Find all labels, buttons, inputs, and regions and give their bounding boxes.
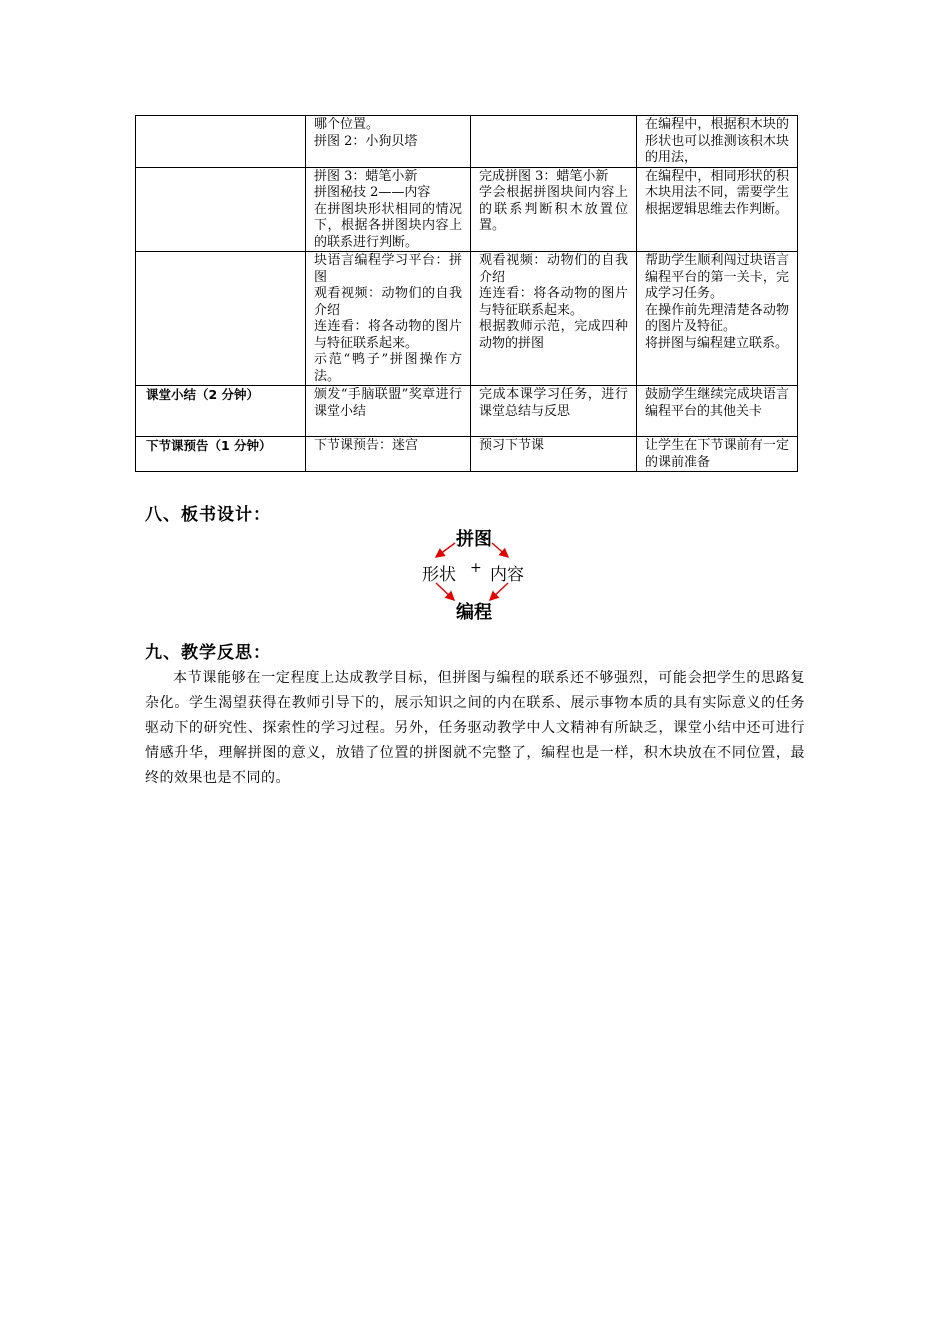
teacher-activity-cell: 块语言编程学习平台：拼图 观看视频：动物们的自我介绍 连连看：将各动物的图片与特征联系起来。 示范“鸭子”拼图操作方法。 [306,252,471,386]
diagram-bottom-word: 编程 [456,602,492,623]
diagram-top-word: 拼图 [456,529,492,550]
table-row [136,167,798,252]
lesson-plan-table [135,115,798,472]
design-intent-cell: 帮助学生顺利闯过块语言编程平台的第一关卡，完成学习任务。 在操作前先理清楚各动物的图片及特征。 将拼图与编程建立联系。 [637,252,798,386]
student-activity-cell: 预习下节课 [471,437,637,472]
section-heading-teaching-reflection: 九、教学反思： [145,643,271,663]
arrow-top-to-right [492,543,508,557]
design-intent-cell: 鼓励学生继续完成块语言编程平台的其他关卡 [637,386,798,437]
reflection-paragraph: 本节课能够在一定程度上达成教学目标，但拼图与编程的联系还不够强烈，可能会把学生的思路复杂化。学生渴望获得在教师引导下的，展示知识之间的内在联系、展示事物本质的具有实际意义的任务驱动下的研究性、探索性的学习过程。另外，任务驱动教学中人文精神有所缺乏，课堂小结中还可进行情感升华，理解拼图的意义，放错了位置的拼图就不完整了，编程也是一样，积木块放在不同位置，最终的效果也是不同的。 [145,670,805,786]
arrow-left-to-bottom [436,583,454,600]
stage-cell [136,167,306,252]
diagram-right-word: 内容 [490,565,524,585]
arrow-top-to-left [436,543,455,557]
table-row [136,386,798,437]
design-intent-cell: 在编程中，根据积木块的形状也可以推测该积木块的用法， [637,116,798,168]
board-design-diagram [390,525,560,625]
table-row [136,252,798,386]
stage-cell [136,252,306,386]
table-row [136,437,798,472]
diagram-plus-sign: + [470,560,482,576]
stage-cell: 下节课预告（1 分钟） [136,437,306,472]
section-heading-board-design: 八、板书设计： [145,505,271,525]
student-activity-cell: 完成本课学习任务，进行课堂总结与反思 [471,386,637,437]
teacher-activity-cell: 下节课预告：迷宫 [306,437,471,472]
design-intent-cell: 在编程中，相同形状的积木块用法不同，需要学生根据逻辑思维去作判断。 [637,167,798,252]
teacher-activity-cell: 拼图 3：蜡笔小新 拼图秘技 2——内容 在拼图块形状相同的情况下，根据各拼图块内容上的联系进行判断。 [306,167,471,252]
student-activity-cell: 观看视频：动物们的自我介绍 连连看：将各动物的图片与特征联系起来。 根据教师示范，完成四种动物的拼图 [471,252,637,386]
teacher-activity-cell: 颁发“手脑联盟”奖章进行课堂小结 [306,386,471,437]
stage-cell [136,116,306,168]
design-intent-cell: 让学生在下节课前有一定的课前准备 [637,437,798,472]
diagram-left-word: 形状 [422,565,456,585]
stage-cell: 课堂小结（2 分钟） [136,386,306,437]
student-activity-cell [471,116,637,168]
arrow-right-to-bottom [490,583,508,600]
table-row [136,116,798,168]
teacher-activity-cell: 哪个位置。 拼图 2：小狗贝塔 [306,116,471,168]
student-activity-cell: 完成拼图 3：蜡笔小新 学会根据拼图块间内容上的联系判断积木放置位置。 [471,167,637,252]
